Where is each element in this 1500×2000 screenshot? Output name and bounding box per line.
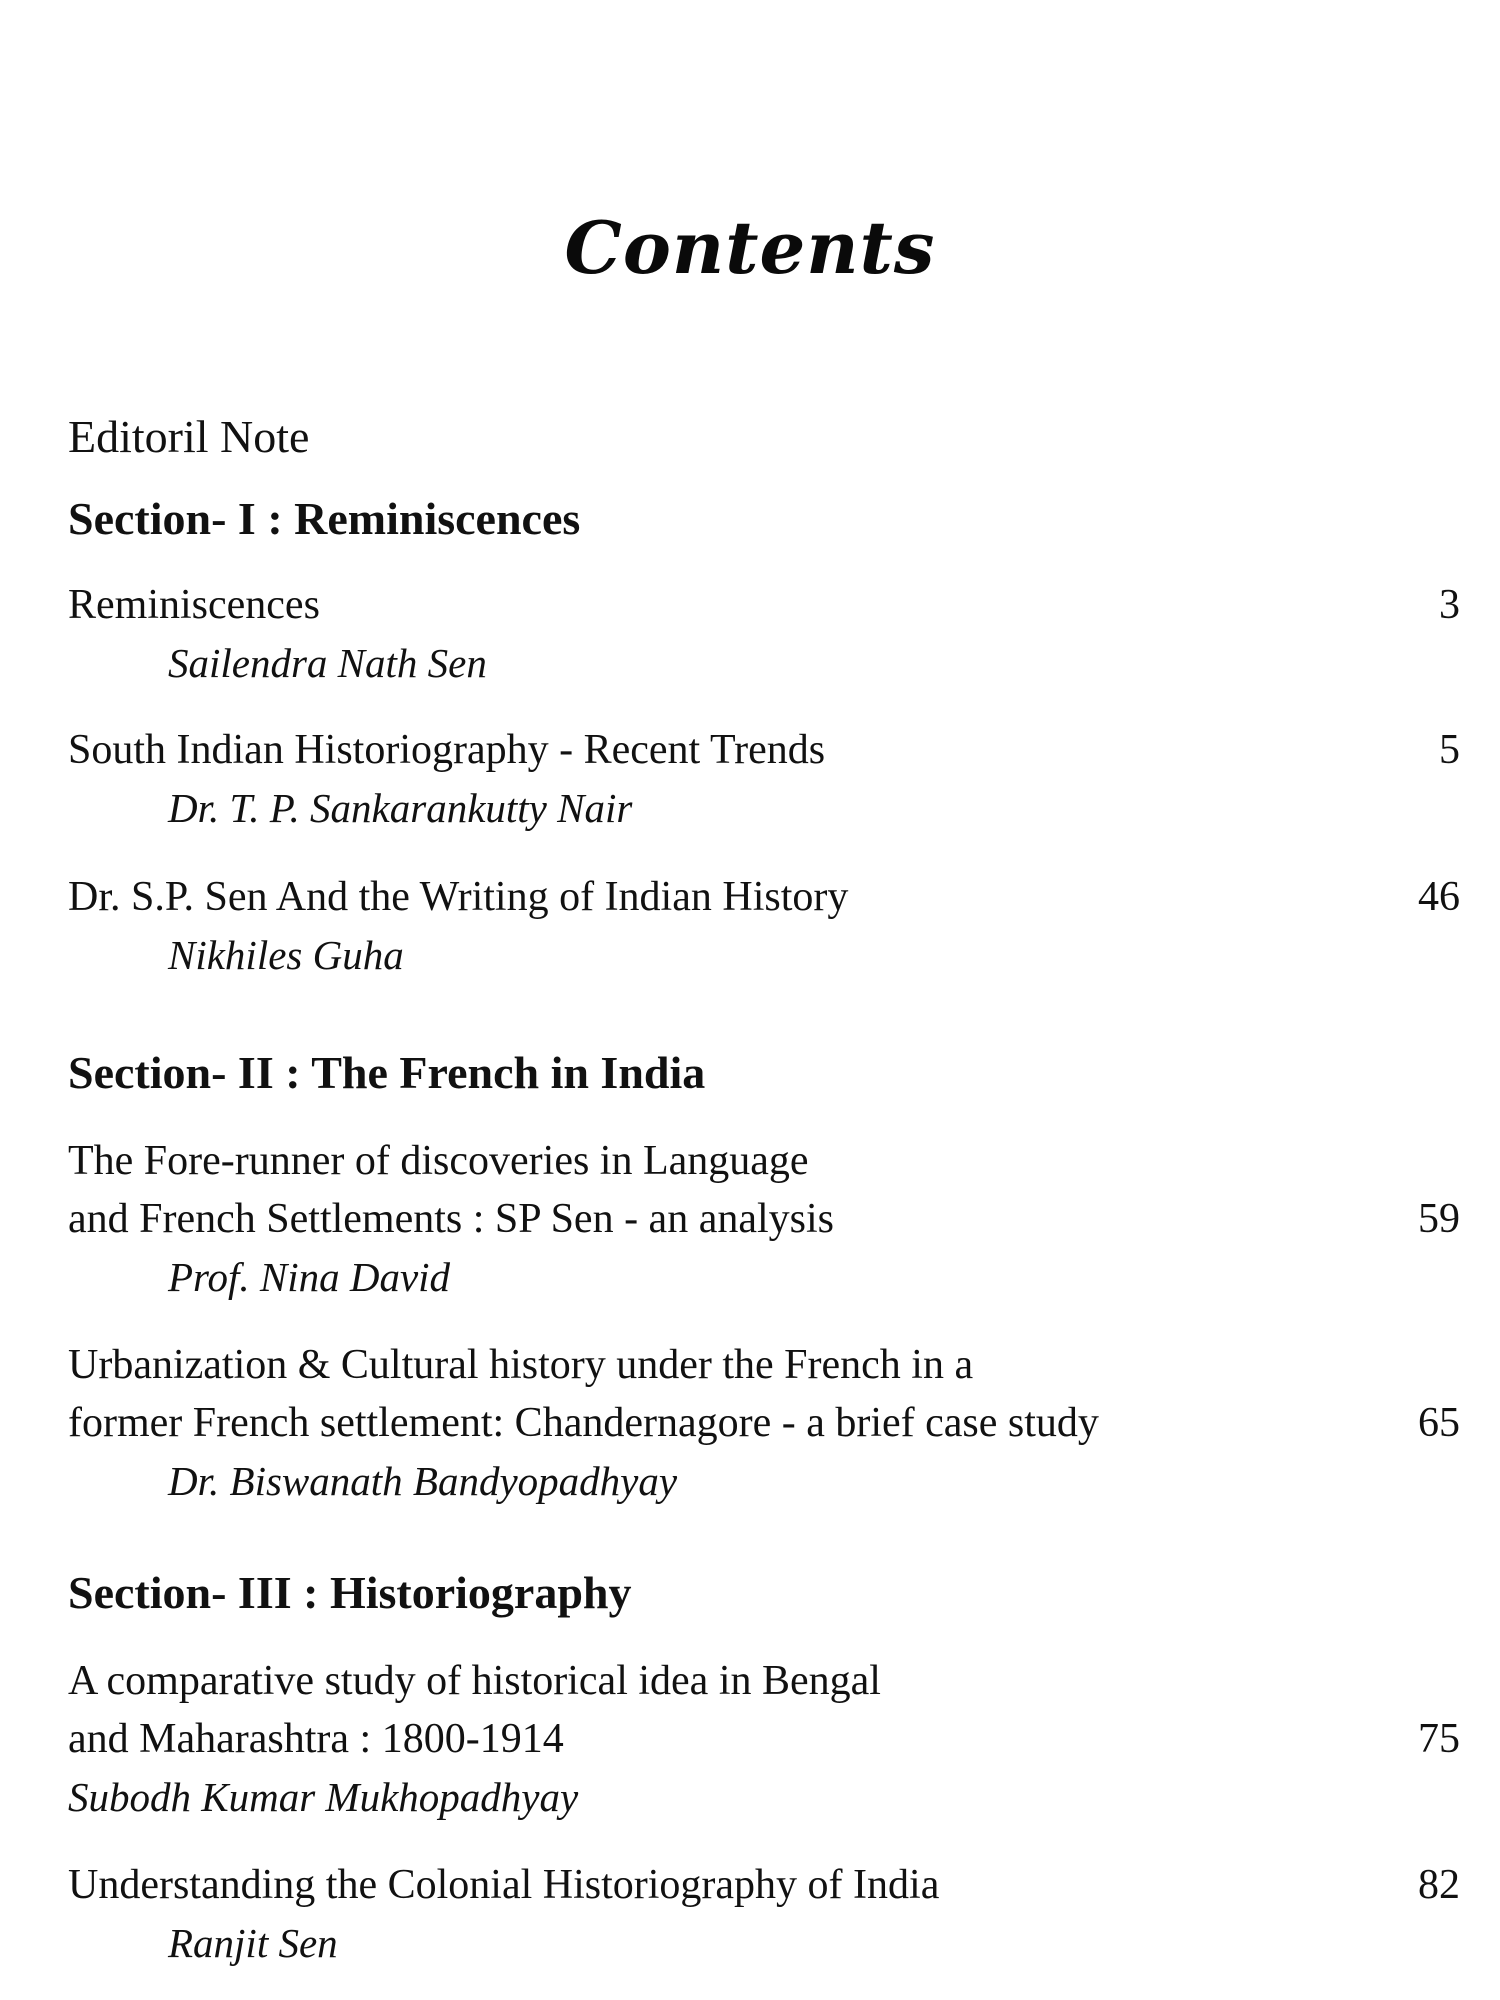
toc-entry[interactable]: [68, 1856, 1460, 1972]
section-heading-3: Section- III : Historiography: [68, 1567, 632, 1618]
entry-title-line: former French settlement: Chandernagore - a brief case study: [68, 1400, 1099, 1446]
entry-author: Nikhiles Guha: [168, 932, 404, 978]
section-heading-2: Section- II : The French in India: [68, 1047, 706, 1098]
entry-page-number: 65: [1418, 1400, 1460, 1446]
entry-page-number: 75: [1418, 1716, 1460, 1762]
page-title: Contents: [564, 205, 936, 290]
entry-title-line: The Fore-runner of discoveries in Language: [68, 1138, 809, 1184]
toc-entry[interactable]: [68, 1336, 1460, 1510]
entry-page-number: 3: [1439, 582, 1460, 628]
entry-page-number: 5: [1439, 727, 1460, 773]
toc-entry[interactable]: [68, 721, 1460, 837]
toc-entry[interactable]: [68, 1652, 1460, 1826]
entry-page-number: 59: [1418, 1196, 1460, 1242]
entry-title: Reminiscences: [68, 582, 320, 628]
entry-author: Ranjit Sen: [168, 1920, 338, 1966]
entry-author: Prof. Nina David: [168, 1254, 451, 1300]
entry-author: Sailendra Nath Sen: [168, 640, 487, 686]
toc-entry[interactable]: [68, 576, 1460, 692]
entry-title-line: and Maharashtra : 1800-1914: [68, 1716, 564, 1762]
entry-title: Dr. S.P. Sen And the Writing of Indian History: [68, 874, 849, 920]
entry-author: Dr. T. P. Sankarankutty Nair: [168, 785, 633, 831]
entry-page-number: 46: [1418, 874, 1460, 920]
toc-entry[interactable]: [68, 868, 1460, 984]
entry-title-line: and French Settlements : SP Sen - an analysis: [68, 1196, 835, 1242]
entry-title-line: Urbanization & Cultural history under the French in a: [68, 1342, 974, 1388]
toc-entry[interactable]: [68, 1132, 1460, 1306]
entry-author: Subodh Kumar Mukhopadhyay: [68, 1774, 579, 1820]
entry-title: South Indian Historiography - Recent Trends: [68, 727, 826, 773]
entry-page-number: 82: [1418, 1862, 1460, 1908]
entry-title-line: A comparative study of historical idea in Bengal: [68, 1658, 881, 1704]
entry-title: Understanding the Colonial Historiography of India: [68, 1862, 940, 1908]
entry-author: Dr. Biswanath Bandyopadhyay: [168, 1458, 678, 1504]
editorial-note: Editoril Note: [68, 411, 310, 462]
section-heading-1: Section- I : Reminiscences: [68, 493, 581, 544]
